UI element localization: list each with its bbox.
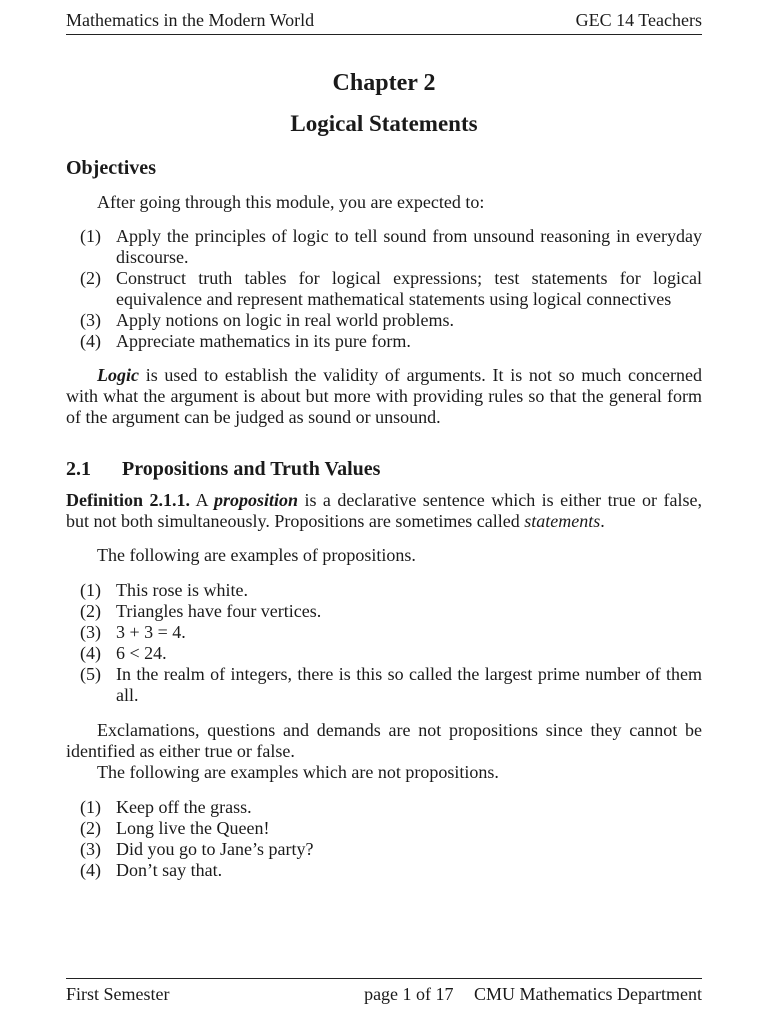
definition-text-2: is a declarative sentence which is either true or false, but not both simultaneously. Propositions are sometimes called: [66, 490, 702, 531]
list-item: [66, 226, 702, 268]
list-item-number: (1): [80, 226, 101, 246]
list-item: [66, 664, 702, 706]
list-item: [66, 818, 702, 839]
logic-paragraph: [66, 365, 702, 428]
list-item-text: Don’t say that.: [116, 860, 223, 880]
list-item: [66, 331, 702, 352]
nonexamples-intro: The following are examples which are not propositions.: [97, 762, 499, 782]
list-item-number: (2): [80, 601, 101, 621]
list-item-number: (3): [80, 310, 101, 330]
list-item: [66, 643, 702, 664]
list-item-text: Construct truth tables for logical expressions; test statements for logical equivalence and represent mathematical statements using logical connectives: [116, 268, 702, 309]
header-course-title: Mathematics in the Modern World: [66, 10, 315, 30]
header-course-code: GEC 14 Teachers: [575, 10, 702, 30]
list-item: [66, 310, 702, 331]
list-item: [66, 622, 702, 643]
page-number: page 1 of 17: [364, 984, 454, 1004]
list-item-number: (5): [80, 664, 101, 684]
list-item-text: Apply notions on logic in real world problems.: [116, 310, 454, 330]
definition-term-2: statements: [524, 511, 601, 531]
list-item: [66, 601, 702, 622]
list-item-text: Did you go to Jane’s party?: [116, 839, 314, 859]
list-item-number: (4): [80, 860, 101, 880]
objectives-heading: Objectives: [66, 157, 156, 179]
list-item-text: Long live the Queen!: [116, 818, 270, 838]
document-page: [66, 0, 702, 1024]
nonexamples-list: [66, 797, 702, 881]
list-item: [66, 839, 702, 860]
main-content: [66, 156, 702, 881]
list-item-number: (4): [80, 643, 101, 663]
list-item: [66, 797, 702, 818]
list-item-text: Triangles have four vertices.: [116, 601, 322, 621]
chapter-subtitle: Logical Statements: [290, 111, 478, 136]
list-item-text: Apply the principles of logic to tell sound from unsound reasoning in everyday discourse.: [116, 226, 702, 267]
examples-intro: The following are examples of propositions.: [97, 545, 416, 565]
exclamations-paragraph: Exclamations, questions and demands are not propositions since they cannot be identified as either true or false.: [66, 720, 702, 761]
objectives-intro: After going through this module, you are expected to:: [97, 192, 485, 212]
list-item: [66, 860, 702, 881]
footer-right: [364, 984, 702, 1005]
definition-label: Definition 2.1.1.: [66, 490, 190, 510]
list-item: [66, 580, 702, 601]
list-item-number: (3): [80, 839, 101, 859]
chapter-title: Chapter 2: [332, 70, 436, 96]
footer-department: CMU Mathematics Department: [474, 984, 702, 1004]
objectives-list: [66, 226, 702, 352]
logic-term: Logic: [97, 365, 139, 385]
list-item-text: Appreciate mathematics in its pure form.: [116, 331, 411, 351]
list-item-number: (1): [80, 797, 101, 817]
definition-text-3: .: [600, 511, 605, 531]
page-header: [66, 10, 702, 35]
list-item-text: This rose is white.: [116, 580, 248, 600]
definition-term: proposition: [213, 490, 298, 510]
list-item-text: 6 < 24.: [116, 643, 167, 663]
definition-text-1: A: [189, 490, 214, 510]
list-item-text: In the realm of integers, there is this so called the largest prime number of them all.: [116, 664, 702, 705]
section-title: Propositions and Truth Values: [122, 458, 381, 480]
list-item-number: (3): [80, 622, 101, 642]
list-item-text: 3 + 3 = 4.: [116, 622, 186, 642]
footer-semester: First Semester: [66, 984, 170, 1004]
logic-paragraph-text: is used to establish the validity of arguments. It is not so much concerned with what the argument is about but more with providing rules so that the general form of the argument can be judged as sound or unsound.: [66, 365, 702, 427]
definition-paragraph: [66, 490, 702, 532]
list-item-text: Keep off the grass.: [116, 797, 252, 817]
page-footer: [66, 978, 702, 1005]
list-item-number: (4): [80, 331, 101, 351]
list-item-number: (2): [80, 268, 101, 288]
section-heading: [66, 456, 702, 482]
list-item: [66, 268, 702, 310]
list-item-number: (2): [80, 818, 101, 838]
list-item-number: (1): [80, 580, 101, 600]
section-number: 2.1: [66, 458, 91, 480]
examples-list: [66, 580, 702, 706]
